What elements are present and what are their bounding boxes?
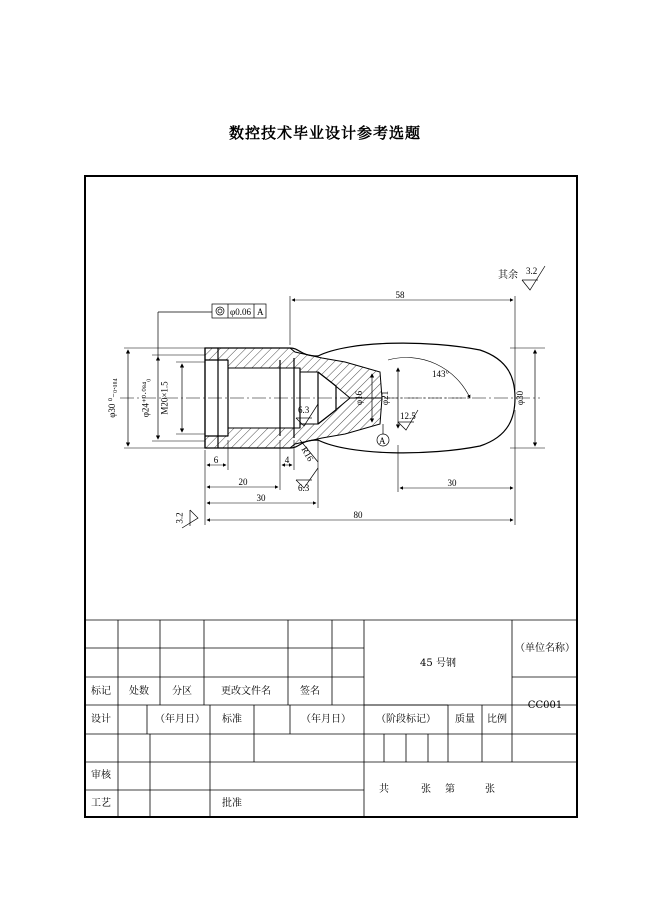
angle-143: 143° [432,369,450,379]
page-title: 数控技术毕业设计参考选题 [228,124,421,142]
roughness-d: 3.2 [174,512,185,524]
dim-phi24-tol: φ24⁺⁰·⁰⁸⁴₀ [140,378,151,418]
design-date: （年月日） [155,714,205,725]
row-sign: 签名 [300,686,320,697]
sheet-unit-1: 张 [421,784,431,795]
dim-20: 20 [238,477,248,487]
roughness-a: 6.3 [298,405,310,415]
dim-4: 4 [284,455,290,465]
scale-label: 比例 [487,714,507,725]
dim-phi30-right: φ30 [515,390,526,406]
row-mark: 标记 [91,686,111,697]
roughness-c: 12.5 [400,411,416,421]
dim-thread: M20×1.5 [159,381,170,415]
approve-label: 批准 [222,798,242,809]
process-label: 工艺 [91,798,111,809]
dim-30-right: 30 [447,478,457,488]
mass-label: 质量 [455,714,475,725]
dim-6: 6 [213,455,219,465]
sheet-total-label: 共 [379,784,389,795]
roughness-b: 6.3 [298,483,310,493]
row-zone: 分区 [172,686,192,697]
tolerance-value: φ0.06 [230,307,251,317]
standard-date: （年月日） [301,714,351,725]
datum-a: A [379,436,386,446]
surface-note-value: 3.2 [526,266,538,276]
dim-30-left: 30 [256,493,266,503]
sheet-unit-2: 张 [485,784,495,795]
row-change-doc: 更改文件名 [221,686,271,697]
dim-80: 80 [353,510,363,520]
row-count: 处数 [129,686,149,697]
review-label: 审核 [91,770,111,781]
drawing-number: CC001 [527,700,563,711]
standard-label: 标准 [222,714,242,725]
dim-58: 58 [395,290,405,300]
surface-note-label: 其余 [498,270,518,281]
stage-mark: （阶段标记） [376,714,436,725]
tolerance-datum: A [257,307,264,317]
design-label: 设计 [91,714,111,725]
unit-name: （单位名称） [515,643,575,654]
dim-phi16: φ16 [354,390,365,406]
dim-phi30-tol: φ30 ⁰₋₀.₀₈₄ [106,378,117,418]
material: 45 号钢 [420,658,456,669]
sheet-no-label: 第 [445,784,455,795]
radius-r16: R16 [299,444,316,464]
dim-phi21: φ21 [380,390,391,406]
